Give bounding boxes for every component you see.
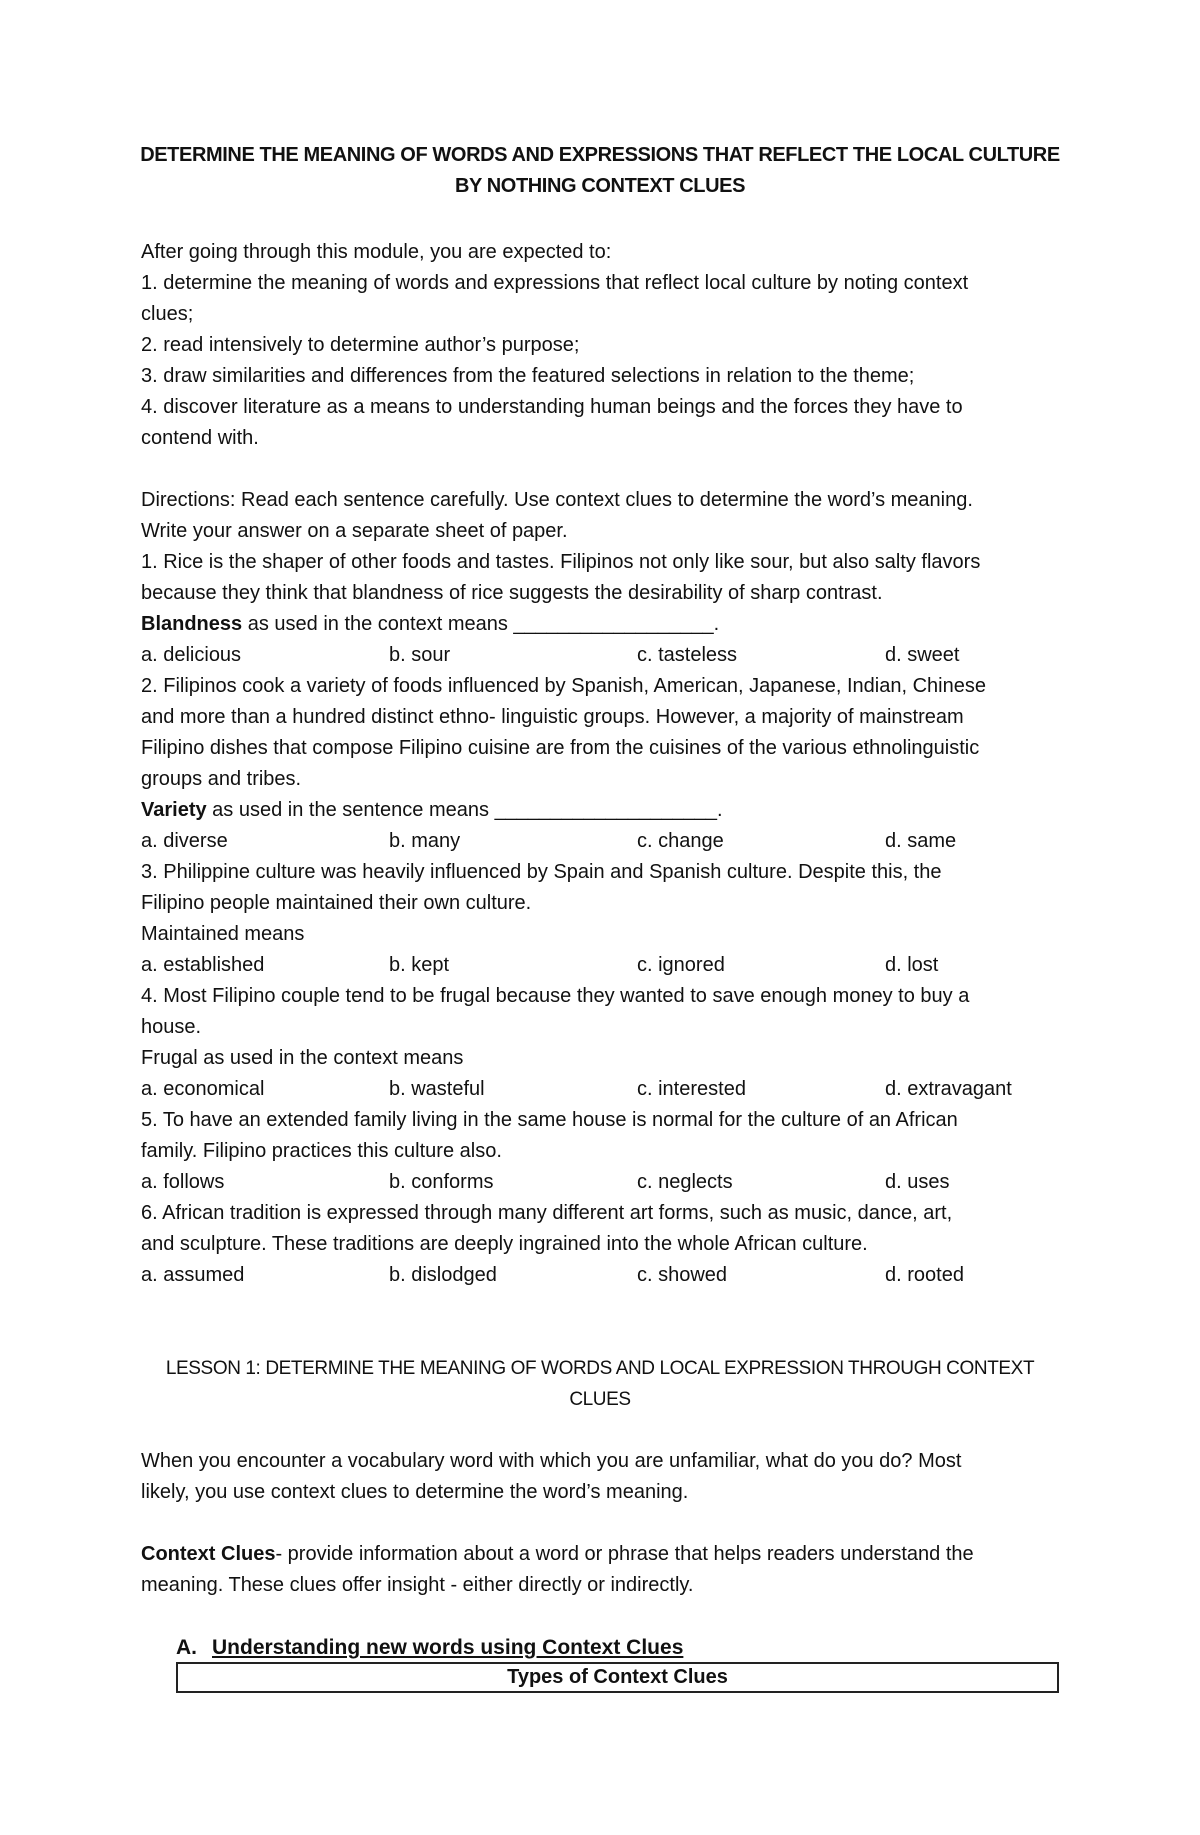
option-c: c. ignored [637,954,725,976]
definition-line-1 [141,1539,974,1570]
option-a: a. follows [141,1171,225,1193]
question-4-prompt: Frugal as used in the context means [141,1047,464,1069]
question-1-options [141,640,1101,671]
question-4-options [141,1074,1101,1105]
objectives-intro: After going through this module, you are expected to: [141,241,612,263]
option-a: a. economical [141,1078,265,1100]
option-d: d. lost [885,954,939,976]
context-clues-table [176,1662,1059,1693]
option-a: a. diverse [141,830,228,852]
objective-line: 3. draw similarities and differences from the featured selections in relation to the theme; [141,365,915,387]
option-a: a. established [141,954,265,976]
question-2-options [141,826,1101,857]
section-a-letter: A. [176,1636,197,1659]
lesson-title-line-1: LESSON 1: DETERMINE THE MEANING OF WORDS AND LOCAL EXPRESSION THROUGH CONTEXT [165,1358,1035,1379]
option-a: a. delicious [141,644,242,666]
definition-line-2: meaning. These clues offer insight - either directly or indirectly. [141,1574,694,1596]
section-a-title: Understanding new words using Context Clues [212,1636,684,1659]
question-6-options [141,1260,1101,1291]
option-d: d. extravagant [885,1078,1012,1100]
objective-line: 4. discover literature as a means to understanding human beings and the forces they have to [141,396,963,418]
question-3-text: Filipino people maintained their own culture. [141,892,532,914]
question-5-text: 5. To have an extended family living in the same house is normal for the culture of an African [141,1109,958,1131]
option-d: d. same [885,830,957,852]
objective-line: clues; [141,303,194,325]
option-b: b. wasteful [389,1078,485,1100]
option-c: c. tasteless [637,644,738,666]
lesson-title-line-2: CLUES [569,1389,631,1410]
document-title-line-2: BY NOTHING CONTEXT CLUES [454,175,746,197]
question-4-text: house. [141,1016,202,1038]
option-b: b. kept [389,954,450,976]
question-1-text: because they think that blandness of rice suggests the desirability of sharp contrast. [141,582,883,604]
question-2-prompt [141,795,723,826]
question-4-text: 4. Most Filipino couple tend to be frugal because they wanted to save enough money to buy a [141,985,970,1007]
objective-line: 2. read intensively to determine author’s purpose; [141,334,580,356]
question-1-prompt [141,609,719,640]
question-1-text: 1. Rice is the shaper of other foods and tastes. Filipinos not only like sour, but also salty flavors [141,551,981,573]
question-3-text: 3. Philippine culture was heavily influenced by Spain and Spanish culture. Despite this, the [141,861,942,883]
question-2-prompt-text: as used in the sentence means ____________________. [206,799,723,821]
objective-line: 1. determine the meaning of words and expressions that reflect local culture by noting context [141,272,969,294]
question-3-options [141,950,1101,981]
option-c: c. showed [637,1264,728,1286]
option-d: d. sweet [885,644,960,666]
intro-line: When you encounter a vocabulary word with which you are unfamiliar, what do you do? Most [141,1450,962,1472]
question-2-text: Filipino dishes that compose Filipino cuisine are from the cuisines of the various ethnolinguistic [141,737,980,759]
option-b: b. conforms [389,1171,494,1193]
question-6-text: and sculpture. These traditions are deeply ingrained into the whole African culture. [141,1233,868,1255]
question-5-text: family. Filipino practices this culture also. [141,1140,502,1162]
option-c: c. neglects [637,1171,733,1193]
directions-line: Write your answer on a separate sheet of paper. [141,520,568,542]
question-1-prompt-text: as used in the context means __________________. [242,613,720,635]
option-b: b. sour [389,644,451,666]
option-c: c. interested [637,1078,746,1100]
option-b: b. many [389,830,461,852]
question-2-text: and more than a hundred distinct ethno- linguistic groups. However, a majority of mainstream [141,706,964,728]
question-6-text: 6. African tradition is expressed through many different art forms, such as music, dance, art, [141,1202,953,1224]
option-c: c. change [637,830,724,852]
question-3-prompt: Maintained means [141,923,305,945]
table-header: Types of Context Clues [507,1666,728,1688]
option-b: b. dislodged [389,1264,497,1286]
question-2-text: groups and tribes. [141,768,302,790]
objective-line: contend with. [141,427,259,449]
document-title-line-1: DETERMINE THE MEANING OF WORDS AND EXPRESSIONS THAT REFLECT THE LOCAL CULTURE [140,144,1060,166]
option-a: a. assumed [141,1264,245,1286]
question-5-options [141,1167,1101,1198]
section-a-heading [176,1632,683,1663]
option-d: d. uses [885,1171,950,1193]
intro-line: likely, you use context clues to determine the word’s meaning. [141,1481,689,1503]
directions-line: Directions: Read each sentence carefully. Use context clues to determine the word’s meaning. [141,489,973,511]
question-2-text: 2. Filipinos cook a variety of foods influenced by Spanish, American, Japanese, Indian, Chinese [141,675,986,697]
question-1-keyword: Blandness [141,613,243,635]
option-d: d. rooted [885,1264,964,1286]
definition-text: - provide information about a word or phrase that helps readers understand the [275,1543,974,1565]
question-2-keyword: Variety [141,799,207,821]
definition-term: Context Clues [141,1543,276,1565]
